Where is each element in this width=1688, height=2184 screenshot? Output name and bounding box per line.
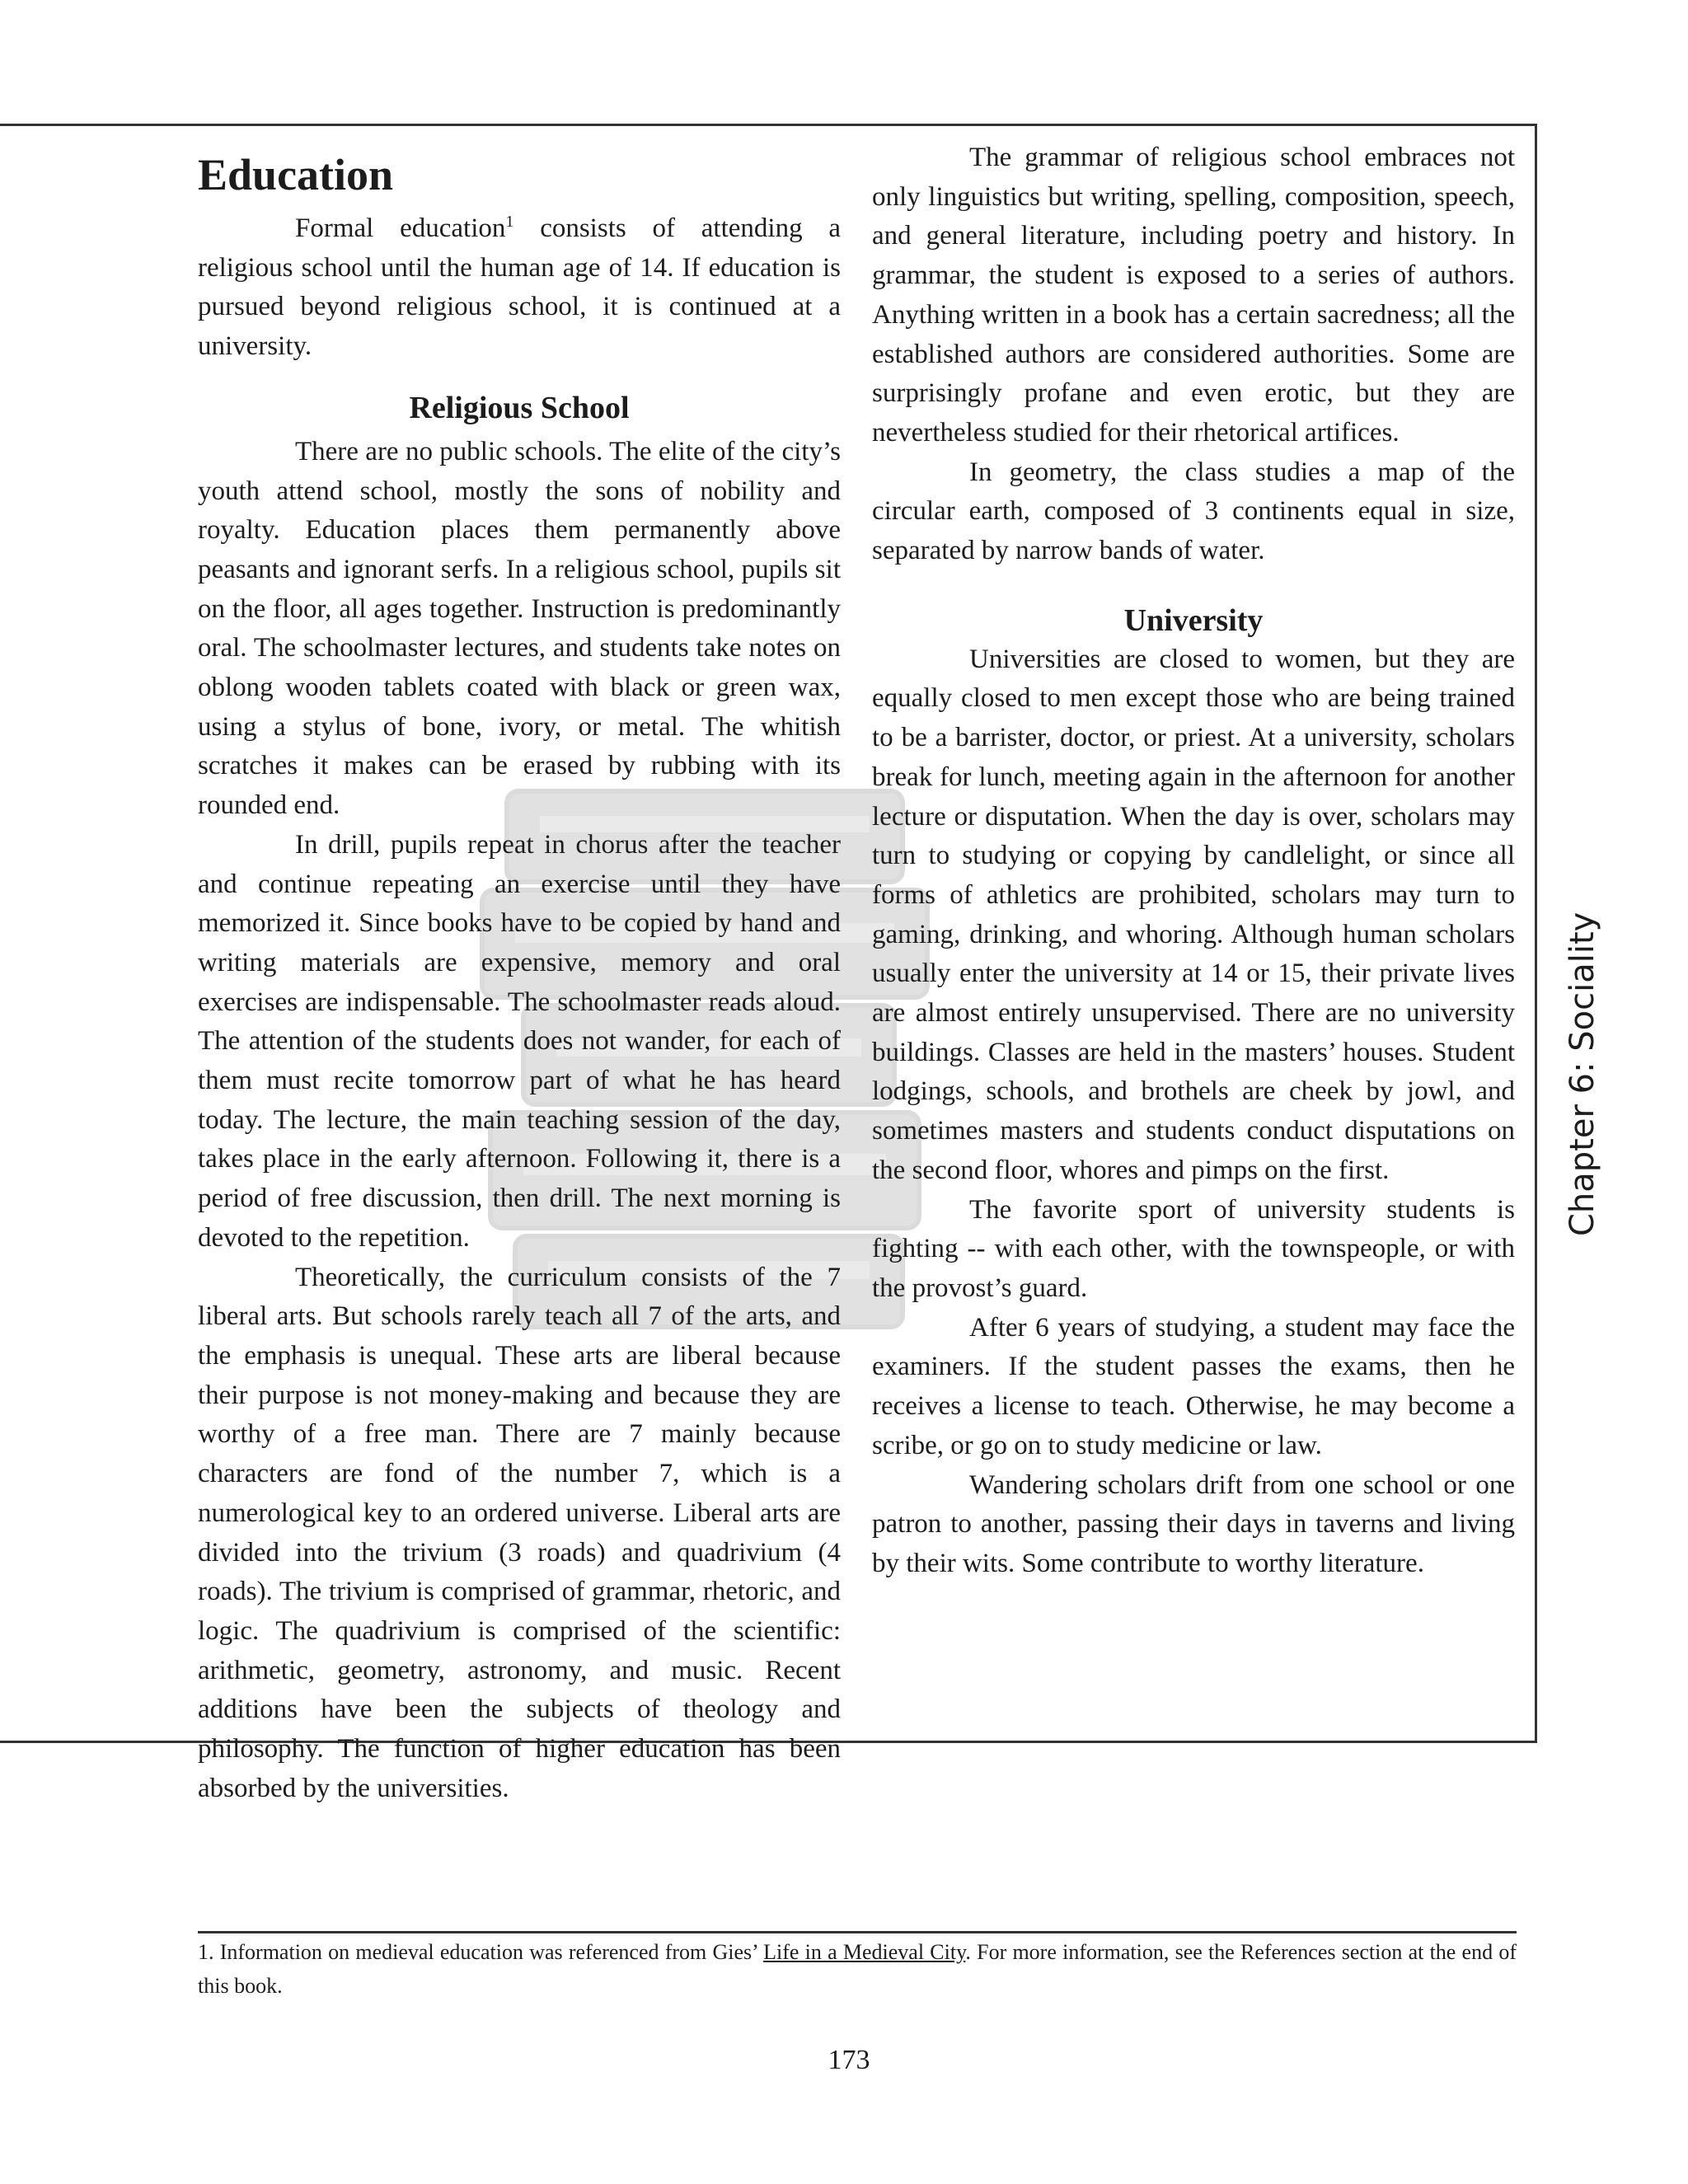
footnote-book-title: Life in a Medieval City: [763, 1940, 966, 1964]
intro-text-start: Formal education: [295, 213, 506, 243]
intro-paragraph: [198, 209, 841, 367]
footnote-marker: 1: [505, 213, 514, 231]
religious-school-paragraph-3: Theoretically, the curriculum consists of the 7 liberal arts. But schools rarely teach all 7 of the arts, and the emphasis is unequal. These arts are liberal because their purpose is not money-making and because they are worthy of a free man. There are 7 mainly because characters are fond of the number 7, which is a numerological key to an ordered universe. Liberal arts are divided into the trivium (3 roads) and quadrivium (4 roads). The trivium is comprised of grammar, rhetoric, and logic. The quadrivium is comprised of the scientific: arithmetic, geometry, astronomy, and music. Recent additions have been the subjects of theology and philosophy. The function of higher education has been absorbed by the universities.: [198, 1262, 841, 1803]
university-paragraph-2: The favorite sport of university students is fighting -- with each other, with the townspeople, or with the provost’s guard.: [872, 1194, 1515, 1303]
footnote-suffix: . For more information, see the References section at the end of this book.: [198, 1940, 1517, 1998]
chapter-side-tab: Chapter 6: Sociality: [1564, 912, 1601, 1236]
right-column: [872, 138, 1515, 1584]
university-paragraph-3: After 6 years of studying, a student may face the examiners. If the student passes the exams, then he receives a license to teach. Otherwise, he may become a scribe, or go on to study medicine or law.: [872, 1312, 1515, 1460]
left-column: [198, 138, 841, 1808]
page-title: Education: [198, 150, 394, 199]
footnote: [198, 1935, 1517, 2003]
grammar-paragraph: The grammar of religious school embraces not only linguistics but writing, spelling, composition, speech, and general literature, including poetry and history. In grammar, the student is exposed to a series of authors. Anything written in a book has a certain sacredness; all the established authors are considered authorities. Some are surprisingly profane and even erotic, but they are nevertheless studied for their rhetorical artifices.: [872, 143, 1515, 448]
footnote-prefix: 1. Information on medieval education was referenced from Gies’: [198, 1940, 764, 1964]
intro-text-end: consists of attending a religious school until the human age of 14. If education is pursued beyond religious school, it is continued at a university.: [198, 213, 842, 362]
religious-school-heading: Religious School: [409, 390, 630, 425]
page-number: 173: [828, 2045, 870, 2075]
university-heading: University: [1123, 602, 1264, 638]
university-paragraph-1: Universities are closed to women, but they are equally closed to men except those who are being trained to be a barrister, doctor, or priest. At a university, scholars break for lunch, meeting again in the afternoon for another lecture or disputation. When the day is over, scholars may turn to studying or copying by candlelight, or since all forms of athletics are prohibited, scholars may turn to gaming, drinking, and whoring. Although human scholars usually enter the university at 14 or 15, their private lives are almost entirely unsupervised. There are no university buildings. Classes are held in the masters’ houses. Student lodgings, schools, and brothels are cheek by jowl, and sometimes masters and students conduct disputations on the second floor, whores and pimps on the first.: [872, 644, 1515, 1185]
university-paragraph-4: Wandering scholars drift from one school or one patron to another, passing their days in taverns and living by their wits. Some contribute to worthy literature.: [872, 1469, 1515, 1578]
geometry-paragraph: In geometry, the class studies a map of the circular earth, composed of 3 continents equal in size, separated by narrow bands of water.: [872, 457, 1515, 566]
religious-school-paragraph-2: In drill, pupils repeat in chorus after the teacher and continue repeating an exercise until they have memorized it. Since books have to be copied by hand and writing materials are expensive, memory and oral exercises are indispensable. The schoolmaster reads aloud. The attention of the students does not wander, for each of them must recite tomorrow part of what he has heard today. The lecture, the main teaching session of the day, takes place in the early afternoon. Following it, there is a period of free discussion, then drill. The next morning is devoted to the repetition.: [198, 829, 841, 1253]
religious-school-paragraph-1: There are no public schools. The elite of the city’s youth attend school, mostly the sons of nobility and royalty. Education places them permanently above peasants and ignorant serfs. In a religious school, pupils sit on the floor, all ages together. Instruction is predominantly oral. The schoolmaster lectures, and students take notes on oblong wooden tablets coated with black or green wax, using a stylus of bone, ivory, or metal. The whitish scratches it makes can be erased by rubbing with its rounded end.: [198, 436, 841, 821]
footnote-divider: [198, 1931, 1517, 1933]
